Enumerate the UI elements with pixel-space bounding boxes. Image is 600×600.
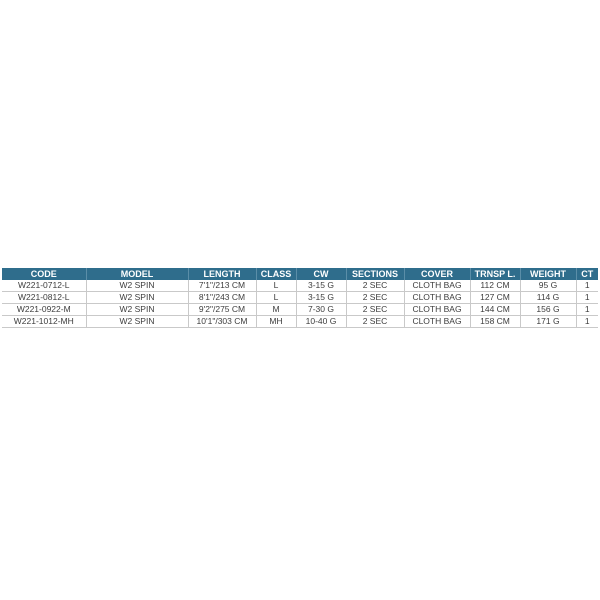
header-cw: CW [296,268,346,280]
cell-cover: CLOTH BAG [404,304,470,316]
header-ct: CT [576,268,598,280]
cell-cw: 3-15 G [296,280,346,292]
cell-cover: CLOTH BAG [404,280,470,292]
cell-model: W2 SPIN [86,292,188,304]
header-row [2,268,598,280]
cell-ct: 1 [576,280,598,292]
header-class: CLASS [256,268,296,280]
header-length: LENGTH [188,268,256,280]
table-row [2,280,598,292]
cell-sections: 2 SEC [346,280,404,292]
cell-ct: 1 [576,304,598,316]
cell-model: W2 SPIN [86,304,188,316]
header-transport-length: TRNSP L. [470,268,520,280]
cell-class: MH [256,316,296,328]
table-row [2,316,598,328]
cell-length: 10'1"/303 CM [188,316,256,328]
cell-transport-length: 158 CM [470,316,520,328]
cell-cw: 3-15 G [296,292,346,304]
cell-length: 7'1"/213 CM [188,280,256,292]
cell-cover: CLOTH BAG [404,292,470,304]
cell-class: M [256,304,296,316]
cell-transport-length: 144 CM [470,304,520,316]
cell-class: L [256,292,296,304]
cell-class: L [256,280,296,292]
cell-ct: 1 [576,316,598,328]
table-row [2,304,598,316]
cell-model: W2 SPIN [86,316,188,328]
header-model: MODEL [86,268,188,280]
cell-weight: 156 G [520,304,576,316]
cell-model: W2 SPIN [86,280,188,292]
cell-length: 9'2"/275 CM [188,304,256,316]
cell-code: W221-0922-M [2,304,86,316]
rod-spec-table [2,268,598,328]
header-sections: SECTIONS [346,268,404,280]
cell-sections: 2 SEC [346,304,404,316]
table-row [2,292,598,304]
header-weight: WEIGHT [520,268,576,280]
cell-sections: 2 SEC [346,292,404,304]
header-code: CODE [2,268,86,280]
cell-sections: 2 SEC [346,316,404,328]
cell-transport-length: 127 CM [470,292,520,304]
cell-cover: CLOTH BAG [404,316,470,328]
cell-transport-length: 112 CM [470,280,520,292]
header-cover: COVER [404,268,470,280]
cell-ct: 1 [576,292,598,304]
cell-weight: 171 G [520,316,576,328]
cell-weight: 95 G [520,280,576,292]
cell-cw: 10-40 G [296,316,346,328]
cell-weight: 114 G [520,292,576,304]
cell-code: W221-0812-L [2,292,86,304]
cell-length: 8'1"/243 CM [188,292,256,304]
cell-cw: 7-30 G [296,304,346,316]
cell-code: W221-1012-MH [2,316,86,328]
cell-code: W221-0712-L [2,280,86,292]
